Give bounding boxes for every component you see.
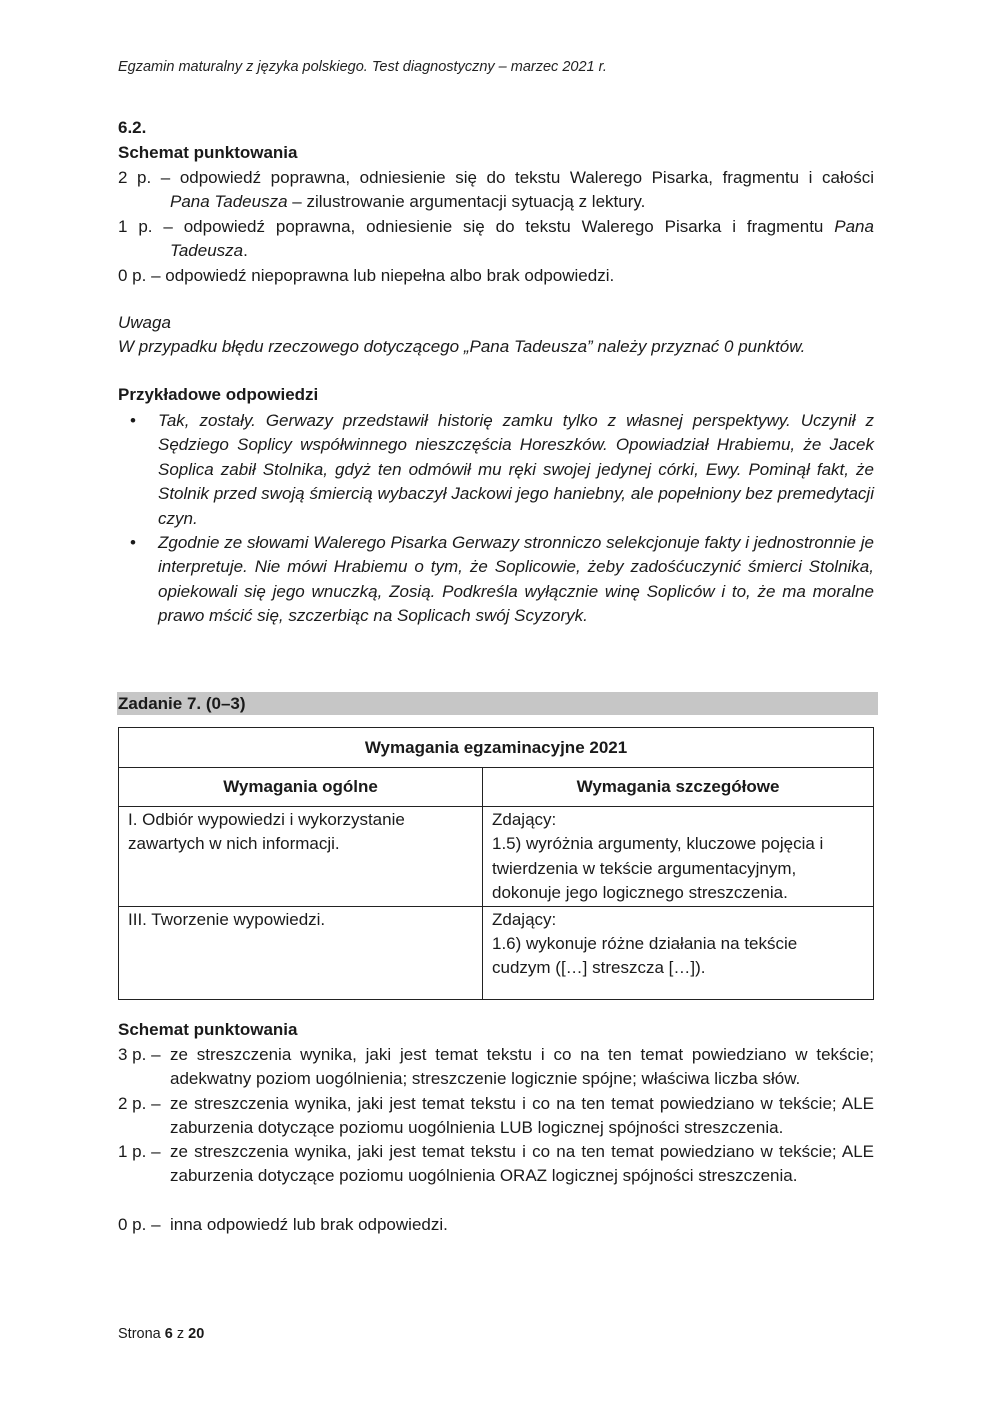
question-number: 6.2.: [118, 118, 147, 137]
work-title: Pana Tadeusza: [170, 192, 288, 212]
score-0p: 0 p. – odpowiedź niepoprawna lub niepełna albo brak odpowiedzi.: [118, 266, 615, 285]
requirements-table: [118, 727, 874, 1000]
table-row: [119, 807, 874, 907]
general-requirement: I. Odbiór wypowiedzi i wykorzystanie zawartych w nich informacji.: [119, 807, 483, 907]
work-title-first: Pana: [834, 217, 874, 236]
footer-label: Strona: [118, 1326, 161, 1342]
examples-list: [118, 409, 874, 629]
footer-of: z: [176, 1326, 185, 1342]
score-text-cont: .: [243, 241, 248, 261]
note-title: Uwaga: [118, 313, 171, 332]
col-header-specific: Wymagania szczegółowe: [483, 768, 874, 807]
page-footer: [118, 1326, 204, 1342]
scheme-title: Schemat punktowania: [118, 143, 298, 162]
table-title: Wymagania egzaminacyjne 2021: [119, 728, 874, 768]
scheme-title: Schemat punktowania: [118, 1020, 298, 1039]
work-title-rest: Tadeusza: [170, 241, 244, 261]
note-text: W przypadku błędu rzeczowego dotyczącego „Pana Tadeusza” należy przyznać 0 punktów.: [118, 337, 806, 356]
score-text: odpowiedź poprawna, odniesienie się do tekstu Walerego Pisarka, fragmentu i całości: [179, 168, 874, 187]
specific-requirement: Zdający: 1.6) wykonuje różne działania na tekście cudzym ([…] streszcza […]).: [483, 906, 874, 999]
list-item: [118, 531, 874, 629]
page-header: Egzamin maturalny z języka polskiego. Test diagnostyczny – marzec 2021 r.: [118, 59, 607, 75]
col-header-general: Wymagania ogólne: [119, 768, 483, 807]
score-1p: [118, 215, 874, 264]
table-row: [119, 906, 874, 999]
score-2p: [118, 166, 874, 215]
bullet-icon: •: [130, 533, 136, 553]
general-requirement: III. Tworzenie wypowiedzi.: [119, 906, 483, 999]
page-number: 6: [164, 1326, 173, 1342]
page-total: 20: [188, 1326, 205, 1342]
score-3p: 3 p. – ze streszczenia wynika, jaki jest temat tekstu i co na ten temat powiedziano w tekście; adekwatny poziom uogólnienia; streszczenie logicznie spójne; właściwa liczba słów.: [118, 1045, 874, 1089]
examples-title: Przykładowe odpowiedzi: [118, 385, 319, 404]
list-item: [118, 409, 874, 531]
score-2p: 2 p. – ze streszczenia wynika, jaki jest temat tekstu i co na ten temat powiedziano w tekście; ALE zaburzenia dotyczące poziomu uogólnienia LUB logicznej spójności streszczenia.: [118, 1094, 874, 1138]
score-text: odpowiedź poprawna, odniesienie się do tekstu Walerego Pisarka i fragmentu: [183, 217, 824, 236]
score-text-cont: – zilustrowanie argumentacji sytuacją z lektury.: [292, 192, 646, 212]
example-text: Zgodnie ze słowami Walerego Pisarka Gerwazy stronniczo selekcjonuje fakty i jednostronnie je interpretuje. Nie mówi Hrabiemu o tym, że Soplicowie, żeby zadośćuczynić śmierci Stolnika, opiekowali się jego wnuczką, Zosią. Podkreśla wyłącznie winę Sopliców i to, że ma moralne prawo mścić się, szczerbiąc na Soplicach swój Scyzoryk.: [158, 533, 874, 626]
bullet-icon: •: [130, 411, 136, 430]
example-text: Tak, zostały. Gerwazy przedstawił historię zamku tylko z własnej perspektywy. Uczynił z Sędziego Soplicy współwinnego nieszczęścia Horeszków. Opowiadział Hrabiemu, że Jacek Soplica zabił Stolnika, gdyż ten odmówił mu ręki swojej jedynej córki, Ewy. Pominął fakt, że Stolnik przed swoją śmiercią wybaczył Jackowi jego haniebny, ale popełniony bez premedytacji czyn.: [158, 411, 874, 528]
score-0p: 0 p. – inna odpowiedź lub brak odpowiedzi.: [118, 1215, 448, 1234]
score-prefix: 1 p. –: [118, 217, 173, 236]
score-1p: 1 p. – ze streszczenia wynika, jaki jest temat tekstu i co na ten temat powiedziano w tekście; ALE zaburzenia dotyczące poziomu uogólnienia ORAZ logicznej spójności streszczenia.: [118, 1142, 874, 1186]
specific-requirement: Zdający: 1.5) wyróżnia argumenty, kluczowe pojęcia i twierdzenia w tekście argumentacyjnym, dokonuje jego logicznego streszczenia.: [483, 807, 874, 907]
score-prefix: 2 p. –: [118, 168, 171, 187]
task-title-bar: Zadanie 7. (0–3): [117, 692, 878, 715]
